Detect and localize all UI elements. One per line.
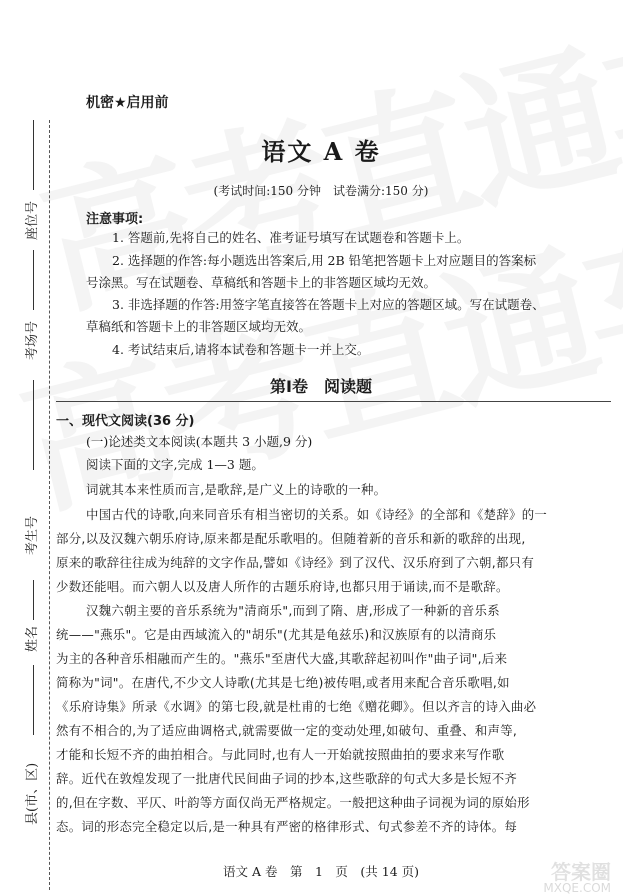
passage-line: 少数还能唱。而六朝人以及唐人所作的古题乐府诗,也都只用于诵读,而不是歌辞。 <box>56 579 509 594</box>
name-label: 姓名 <box>25 625 40 652</box>
note-line: 4. 考试结束后,请将本试卷和答题卡一并上交。 <box>112 342 370 357</box>
note-line: 1. 答题前,先将自己的姓名、准考证号填写在试题卷和答题卡上。 <box>112 230 470 245</box>
part-heading: 一、现代文阅读(36 分) <box>56 414 195 429</box>
instruction: 阅读下面的文字,完成 1—3 题。 <box>86 457 264 472</box>
note-line: 草稿纸和答题卡上的非答题区域均无效。 <box>86 319 312 334</box>
sub-heading: (一)论述类文本阅读(本题共 3 小题,9 分) <box>86 434 313 449</box>
passage-line: 中国古代的诗歌,向来同音乐有相当密切的关系。如《诗经》的全部和《楚辞》的一 <box>86 507 548 522</box>
passage-line: 然有不相合的,为了适应曲调格式,就需要做一定的变动处理,如破句、重叠、和声等, <box>56 723 518 738</box>
exam-info: (考试时间:150 分钟 试卷满分:150 分) <box>213 184 429 198</box>
page-footer: 语文 A 卷 第 1 页 (共 14 页) <box>222 864 420 879</box>
binding-dashed-line <box>49 120 50 890</box>
page-title: 语文 A 卷 <box>261 137 381 166</box>
passage-line: 部分,以及汉魏六朝乐府诗,原来都是配乐歌唱的。但随着新的音乐和新的歌辞的出现, <box>56 531 526 546</box>
passage-line: 统——"燕乐"。它是由西域流入的"胡乐"(尤其是龟兹乐)和汉族原有的以清商乐 <box>56 627 497 642</box>
exam-room-label: 考场号 <box>25 320 40 360</box>
exam-number-blank <box>33 380 34 470</box>
seat-number-blank <box>33 120 34 190</box>
exam-room-blank <box>33 250 34 310</box>
passage-line: 为主的各种音乐相融而产生的。"燕乐"至唐代大盛,其歌辞起初叫作"曲子词",后来 <box>56 651 508 666</box>
county-blank <box>33 665 34 735</box>
notes-heading: 注意事项: <box>86 212 144 227</box>
passage-line: 态。词的形态完全稳定以后,是一种具有严密的格律形式、句式参差不齐的诗体。每 <box>56 819 518 834</box>
county-label: 县(市、区) <box>25 762 40 825</box>
seat-number-label: 座位号 <box>25 200 40 240</box>
passage-line: 的,但在字数、平仄、叶韵等方面仅尚无严格规定。一般把这种曲子词视为词的原始形 <box>56 795 530 810</box>
exam-number-label: 考生号 <box>25 515 40 555</box>
passage-line: 原来的歌辞往往成为纯辞的文字作品,譬如《诗经》到了汉代、汉乐府到了六朝,都只有 <box>56 555 535 570</box>
section-divider <box>56 401 611 402</box>
passage-line: 词就其本来性质而言,是歌辞,是广义上的诗歌的一种。 <box>86 482 387 497</box>
passage-line: 《乐府诗集》所录《水调》的第七段,就是杜甫的七绝《赠花卿》。但以齐言的诗入曲必 <box>56 699 537 714</box>
note-line: 3. 非选择题的作答:用签字笔直接答在答题卡上对应的答题区域。写在试题卷、 <box>112 297 545 312</box>
confidential-label: 机密★启用前 <box>86 95 169 111</box>
corner-logo: 答案圈 <box>551 860 611 884</box>
passage-line: 才能和长短不齐的曲拍相合。与此同时,也有人一开始就按照曲拍的要求来写作歌 <box>56 747 505 762</box>
section-title: 第Ⅰ卷 阅读题 <box>270 377 372 396</box>
passage-line: 汉魏六朝主要的音乐系统为"清商乐",而到了隋、唐,形成了一种新的音乐系 <box>86 603 500 618</box>
note-line: 号涂黑。写在试题卷、草稿纸和答题卡上的非答题区域均无效。 <box>86 275 437 290</box>
note-line: 2. 选择题的作答:每小题选出答案后,用 2B 铅笔把答题卡上对应题目的答案标 <box>112 253 537 268</box>
corner-logo-url: MXQE.COM <box>543 881 611 895</box>
passage-line: 辞。近代在敦煌发现了一批唐代民间曲子词的抄本,这些歌辞的句式大多是长短不齐 <box>56 771 518 786</box>
passage-line: 简称为"词"。在唐代,不少文人诗歌(尤其是七绝)被传唱,或者用来配合音乐歌唱,如 <box>56 675 510 690</box>
